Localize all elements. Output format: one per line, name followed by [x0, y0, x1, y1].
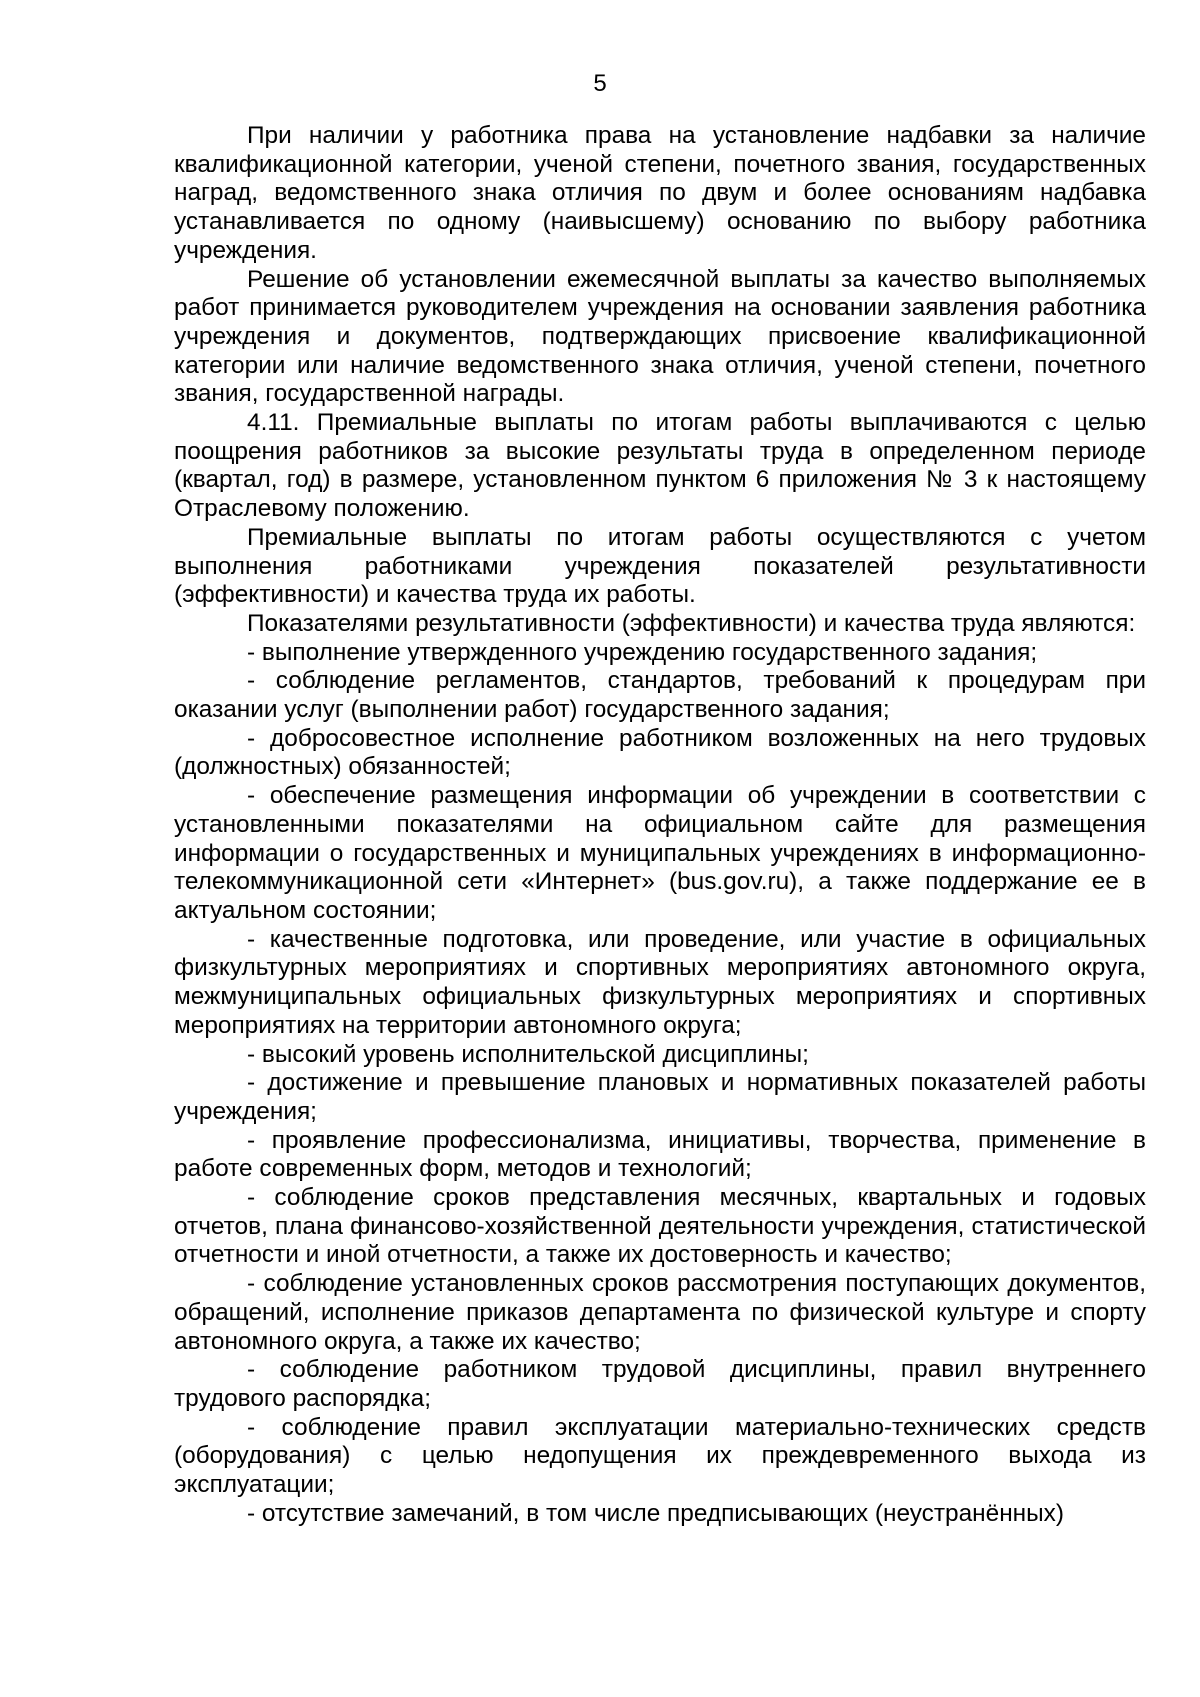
list-item: - качественные подготовка, или проведение, или участие в официальных физкультурных мероприятиях и спортивных мероприятиях автономного округа, межмуниципальных официальных физкультурных мероприятиях и спортивных мероприятиях на территории автономного округа;	[174, 925, 1146, 1039]
list-item: - соблюдение регламентов, стандартов, требований к процедурам при оказании услуг (выполнении работ) государственного задания;	[174, 667, 1146, 724]
paragraph: Показателями результативности (эффективности) и качества труда являются:	[247, 609, 1136, 637]
paragraph: Премиальные выплаты по итогам работы осуществляются с учетом выполнения работниками учреждения показателей результативности (эффективности) и качества труда их работы.	[174, 523, 1146, 609]
list-item: - соблюдение правил эксплуатации материально-технических средств (оборудования) с целью недопущения их преждевременного выхода из эксплуатации;	[174, 1413, 1146, 1499]
list-item: - обеспечение размещения информации об учреждении в соответствии с установленными показателями на официальном сайте для размещения информации о государственных и муниципальных учреждениях в информационно-телекоммуникационной сети «Интернет» (bus.gov.ru), а также поддержание ее в актуальном состоянии;	[174, 782, 1146, 924]
list-item: - соблюдение установленных сроков рассмотрения поступающих документов, обращений, исполнение приказов департамента по физической культуре и спорту автономного округа, а также их качество;	[174, 1270, 1146, 1355]
list-item: - высокий уровень исполнительской дисциплины;	[247, 1040, 809, 1068]
document-body	[174, 122, 1146, 1528]
list-item: - выполнение утвержденного учреждению государственного задания;	[247, 638, 1038, 666]
paragraph: При наличии у работника права на установление надбавки за наличие квалификационной категории, ученой степени, почетного звания, государственных наград, ведомственного знака отличия по двум и более основаниям надбавка устанавливается по одному (наивысшему) основанию по выбору работника учреждения.	[174, 122, 1146, 264]
list-item: - соблюдение работником трудовой дисциплины, правил внутреннего трудового распорядка;	[174, 1356, 1146, 1412]
list-item: - добросовестное исполнение работником возложенных на него трудовых (должностных) обязанностей;	[174, 724, 1146, 781]
list-item: - проявление профессионализма, инициативы, творчества, применение в работе современных форм, методов и технологий;	[174, 1126, 1146, 1183]
list-item: - соблюдение сроков представления месячных, квартальных и годовых отчетов, плана финансово-хозяйственной деятельности учреждения, статистической отчетности и иной отчетности, а также их достоверность и качество;	[174, 1184, 1146, 1269]
paragraph: 4.11. Премиальные выплаты по итогам работы выплачиваются с целью поощрения работников за высокие результаты труда в определенном периоде (квартал, год) в размере, установленном пунктом 6 приложения № 3 к настоящему Отраслевому положению.	[174, 409, 1146, 523]
paragraph: Решение об установлении ежемесячной выплаты за качество выполняемых работ принимается руководителем учреждения на основании заявления работника учреждения и документов, подтверждающих присвоение квалификационной категории или наличие ведомственного знака отличия, ученой степени, почетного звания, государственной награды.	[174, 265, 1146, 408]
page-number: 5	[593, 70, 607, 97]
list-item: - отсутствие замечаний, в том числе предписывающих (неустранённых)	[247, 1499, 1064, 1527]
list-item: - достижение и превышение плановых и нормативных показателей работы учреждения;	[174, 1069, 1146, 1125]
